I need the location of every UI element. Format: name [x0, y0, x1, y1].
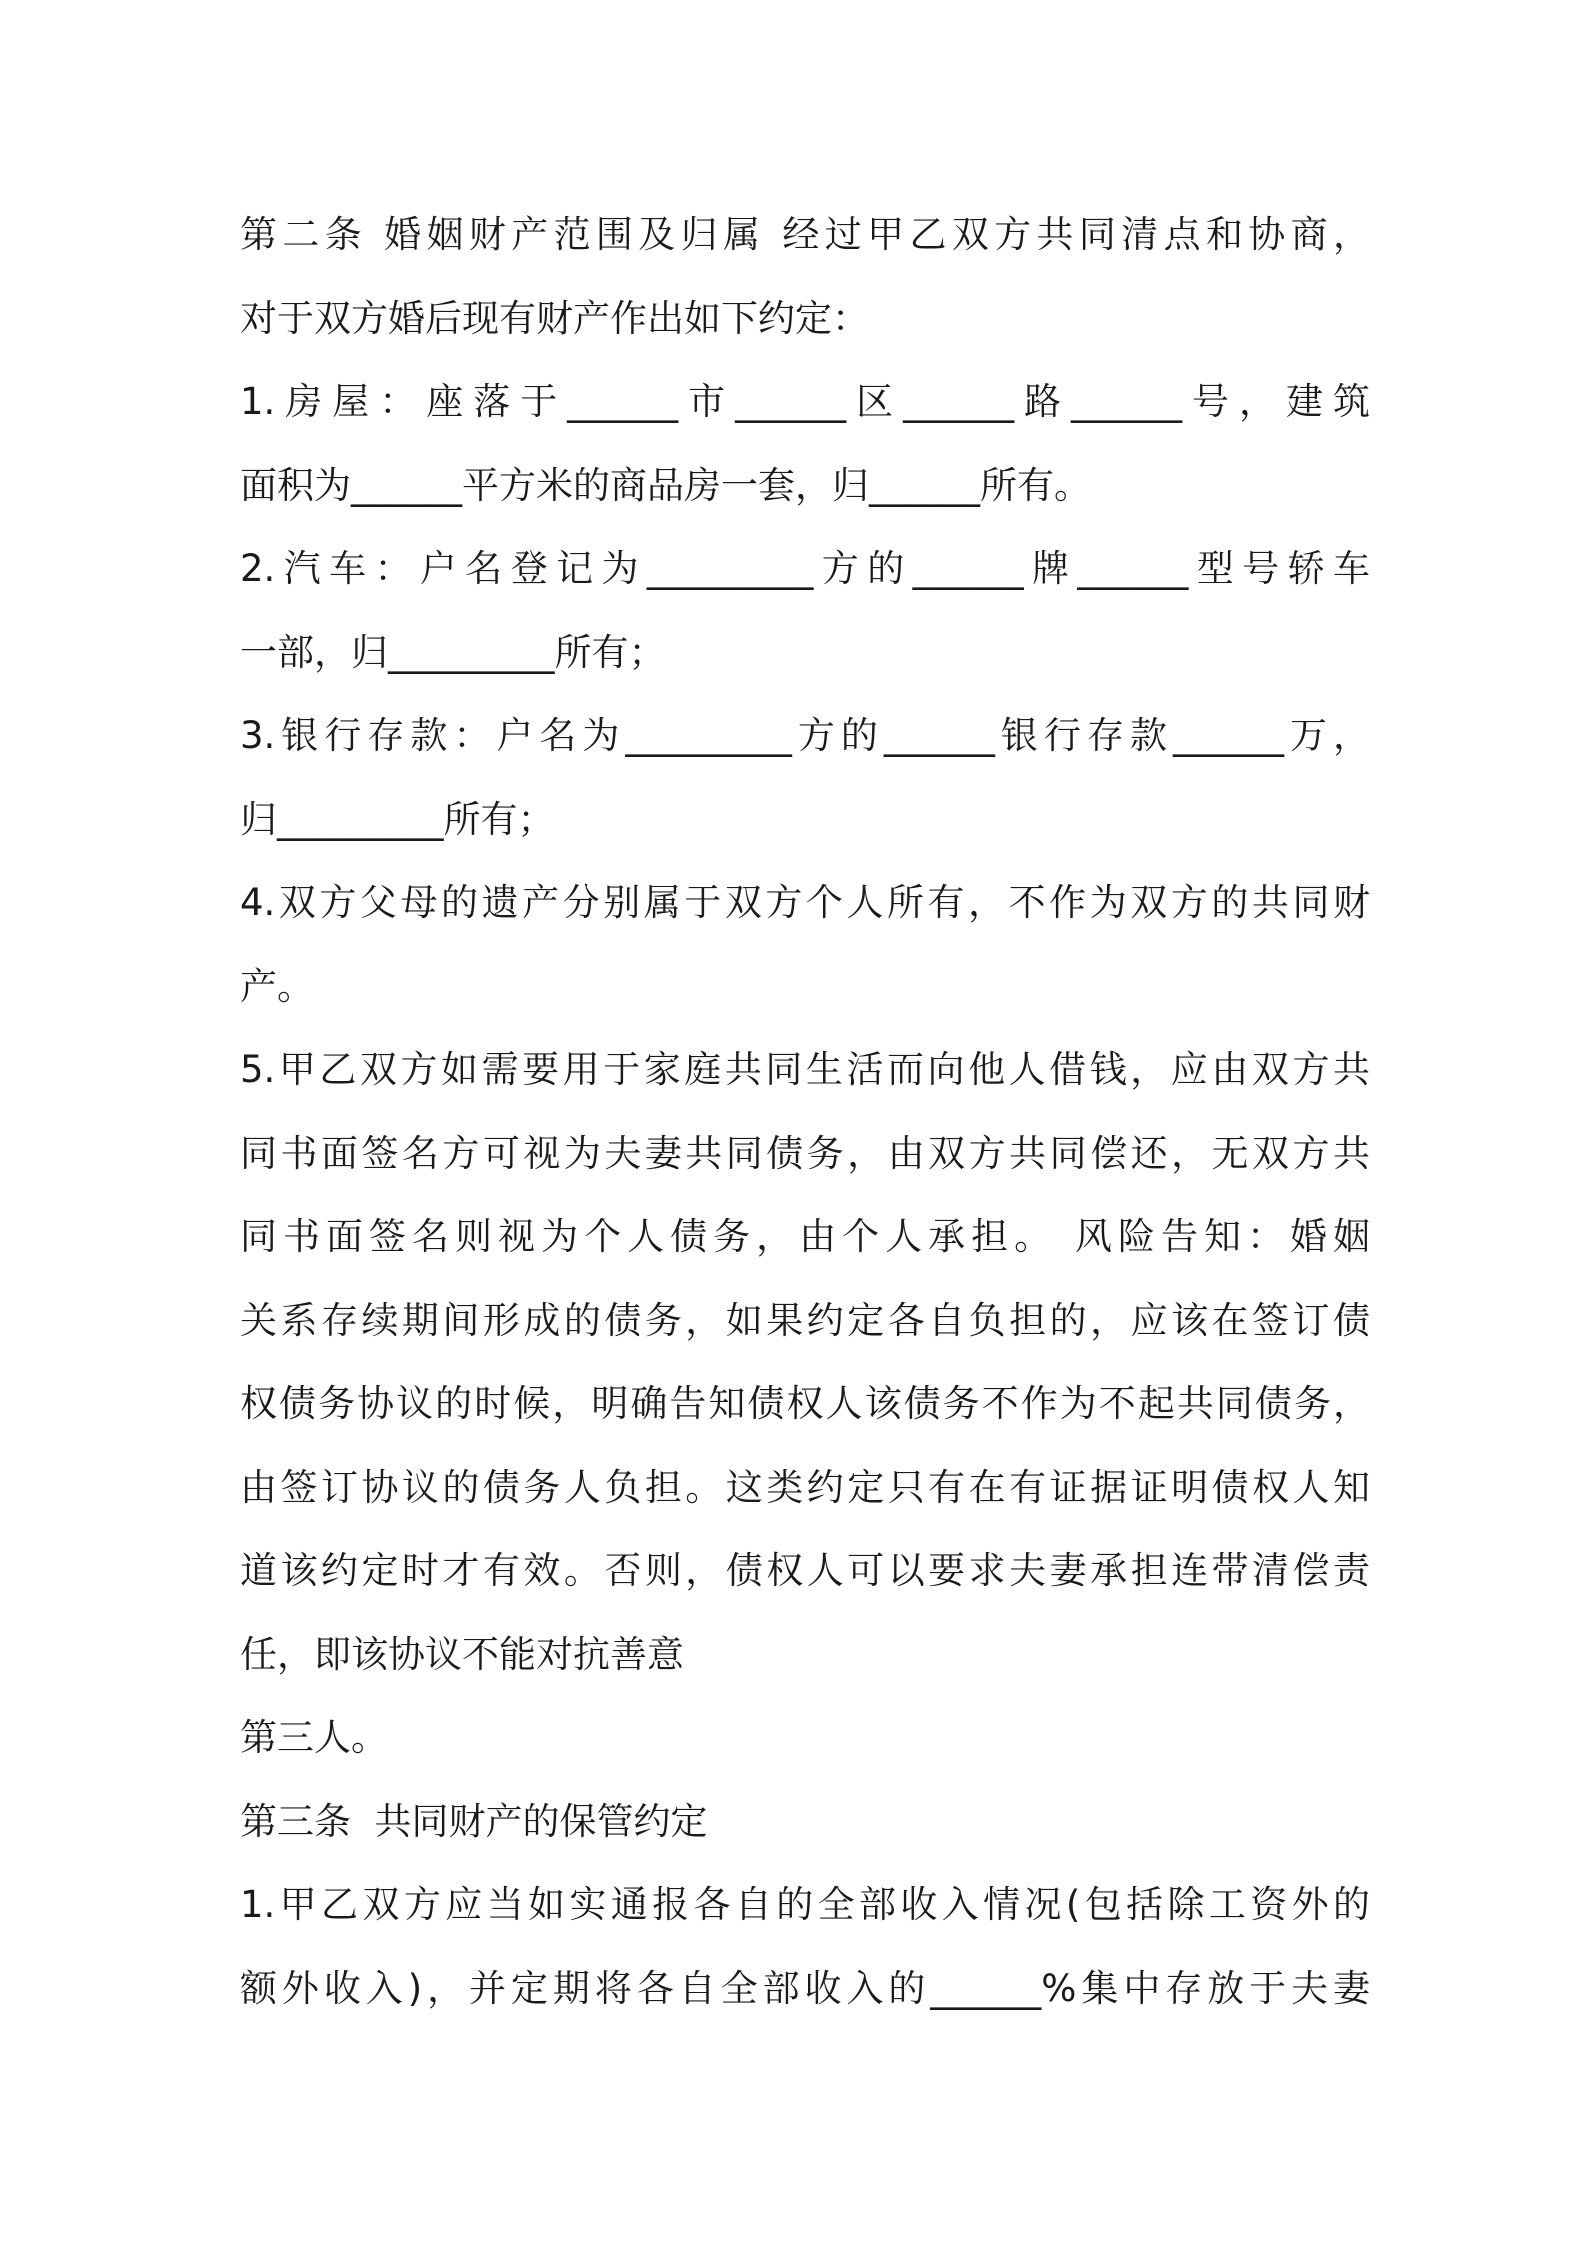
- article-3-heading: 第三条 共同财产的保管约定: [240, 1799, 708, 1843]
- risk-notice-line: 任，即该协议不能对抗善意: [240, 1632, 684, 1676]
- clause-debt-line: 5.甲乙双方如需要用于家庭共同生活而向他人借钱，应由双方共: [240, 1048, 1370, 1091]
- clause-car-line: 一部，归_________所有；: [240, 630, 666, 674]
- clause-inheritance-line: 4.双方父母的遗产分别属于双方个人所有，不作为双方的共同财: [240, 881, 1370, 924]
- clause-income-line: 额外收入)，并定期将各自全部收入的______%集中存放于夫妻: [240, 1966, 1370, 2010]
- risk-notice-line: 由签订协议的债务人负担。这类约定只有在有证据证明债权人知: [240, 1465, 1370, 1509]
- clause-house-line: 面积为______平方米的商品房一套，归______所有。: [240, 463, 1091, 507]
- risk-notice-line: 权债务协议的时候，明确告知债权人该债务不作为不起共同债务，: [240, 1382, 1370, 1425]
- clause-debt-line: 同书面签名则视为个人债务，由个人承担。 风险告知：婚姻: [240, 1215, 1370, 1258]
- document-body: [240, 193, 1370, 2030]
- paragraph-line: 对于双方婚后现有财产作出如下约定：: [240, 296, 869, 340]
- clause-house-line: 1.房屋：座落于______市______区______路______号，建筑: [240, 380, 1370, 423]
- clause-debt-line: 同书面签名方可视为夫妻共同债务，由双方共同偿还，无双方共: [240, 1131, 1370, 1175]
- clause-deposit-line: 归_________所有；: [240, 797, 555, 841]
- article-2-heading-line: 第二条 婚姻财产范围及归属 经过甲乙双方共同清点和协商，: [240, 213, 1370, 256]
- clause-car-line: 2.汽车：户名登记为_________方的______牌______型号轿车: [240, 547, 1370, 590]
- risk-notice-line: 道该约定时才有效。否则，债权人可以要求夫妻承担连带清偿责: [240, 1549, 1370, 1592]
- risk-notice-line: 第三人。: [240, 1716, 388, 1759]
- clause-inheritance-line: 产。: [240, 964, 314, 1008]
- clause-income-line: 1.甲乙双方应当如实通报各自的全部收入情况(包括除工资外的: [240, 1883, 1370, 1926]
- risk-notice-line: 关系存续期间形成的债务，如果约定各自负担的，应该在签订债: [240, 1298, 1370, 1342]
- clause-deposit-line: 3.银行存款：户名为_________方的______银行存款______万，: [240, 714, 1370, 757]
